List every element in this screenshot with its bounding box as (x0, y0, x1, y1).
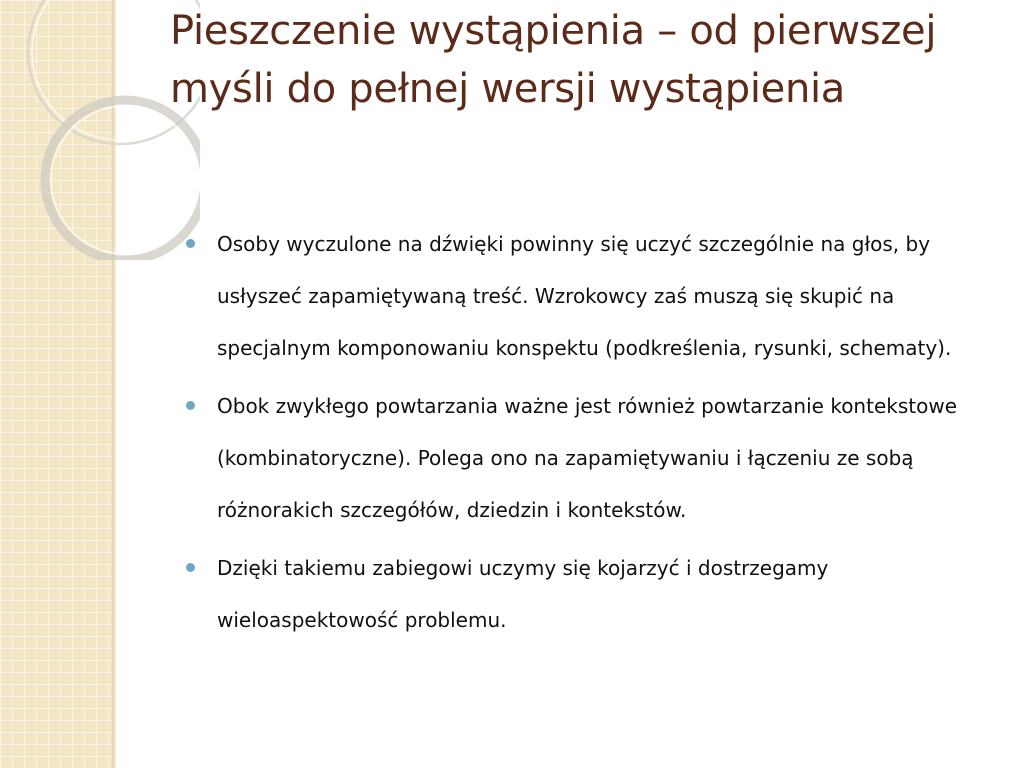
bullet-text: Obok zwykłego powtarzania ważne jest również powtarzanie kontekstowe (kombinatoryczne). Polega ono na zapamiętywaniu i łączeniu ze sobą różnorakich szczegółów, dziedzin i kontekstów. (217, 394, 957, 522)
bullet-item (186, 218, 1001, 374)
bullet-list (186, 218, 1001, 652)
bullet-dot-icon (186, 401, 195, 410)
bullet-dot-icon (186, 239, 195, 248)
bullet-item (186, 380, 1001, 536)
bullet-text: Dzięki takiemu zabiegowi uczymy się kojarzyć i dostrzegamy wieloaspektowość problemu. (217, 556, 829, 632)
side-panel-edge (112, 0, 116, 768)
bullet-dot-icon (186, 563, 195, 572)
slide-title: Pieszczenie wystąpienia – od pierwszej myśli do pełnej wersji wystąpienia (170, 8, 937, 112)
decorative-side-panel (0, 0, 112, 768)
bullet-item (186, 542, 1001, 646)
bullet-text: Osoby wyczulone na dźwięki powinny się uczyć szczególnie na głos, by usłyszeć zapamiętywaną treść. Wzrokowcy zaś muszą się skupić na specjalnym komponowaniu konspektu (podkreślenia, rysunki, schematy). (217, 232, 952, 360)
